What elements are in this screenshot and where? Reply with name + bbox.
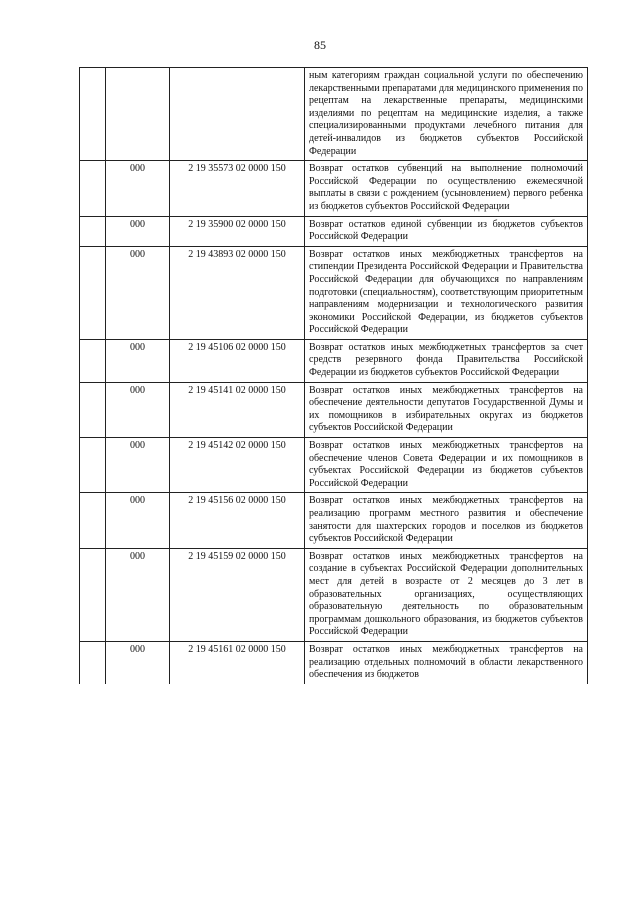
description-cell: Возврат остатков иных межбюджетных трансфертов на реализацию программ местного развития и обеспечение занятости для шахтерских городов и поселков из бюджетов субъектов Российской Федерации xyxy=(305,493,588,548)
table-row xyxy=(80,382,588,437)
table-row xyxy=(80,548,588,641)
table-row xyxy=(80,216,588,246)
empty-cell xyxy=(80,161,106,216)
table-row xyxy=(80,438,588,493)
admin-code-cell: 000 xyxy=(106,161,170,216)
table-row xyxy=(80,246,588,339)
empty-cell xyxy=(80,548,106,641)
budget-code-cell: 2 19 45141 02 0000 150 xyxy=(170,382,305,437)
budget-code-cell: 2 19 45159 02 0000 150 xyxy=(170,548,305,641)
empty-cell xyxy=(80,339,106,382)
table-row xyxy=(80,641,588,683)
admin-code-cell: 000 xyxy=(106,246,170,339)
description-cell: Возврат остатков субвенций на выполнение полномочий Российской Федерации по осуществлению ежемесячной выплаты в связи с рождением (усыновлением) первого ребенка из бюджетов субъектов Российской Федерации xyxy=(305,161,588,216)
admin-code-cell: 000 xyxy=(106,493,170,548)
admin-code-cell: 000 xyxy=(106,382,170,437)
admin-code-cell: 000 xyxy=(106,339,170,382)
empty-cell xyxy=(80,438,106,493)
description-cell: Возврат остатков иных межбюджетных трансфертов на обеспечение членов Совета Федерации и их помощников в субъектах Российской Федерации из бюджетов субъектов Российской Федерации xyxy=(305,438,588,493)
description-cell: Возврат остатков иных межбюджетных трансфертов за счет средств резервного фонда Правительства Российской Федерации из бюджетов субъектов Российской Федерации xyxy=(305,339,588,382)
admin-code-cell: 000 xyxy=(106,641,170,683)
empty-cell xyxy=(80,493,106,548)
budget-code-cell: 2 19 45142 02 0000 150 xyxy=(170,438,305,493)
admin-code-cell: 000 xyxy=(106,438,170,493)
page-number: 85 xyxy=(314,38,326,52)
description-cell: Возврат остатков иных межбюджетных трансфертов на обеспечение деятельности депутатов Государственной Думы и их помощников в избирательных округах из бюджетов субъектов Российской Федерации xyxy=(305,382,588,437)
budget-codes-table xyxy=(79,67,588,684)
admin-code-cell: 000 xyxy=(106,216,170,246)
description-cell: ным категориям граждан социальной услуги по обеспечению лекарственными препаратами для медицинского применения по рецептам на лекарственные препараты, медицинскими изделиями по рецептам на медицинские изделия, а также специализированными продуктами лечебного питания для детей-инвалидов из бюджетов субъектов Российской Федерации xyxy=(305,68,588,161)
budget-code-cell xyxy=(170,68,305,161)
table-row xyxy=(80,68,588,161)
empty-cell xyxy=(80,641,106,683)
empty-cell xyxy=(80,382,106,437)
table-row xyxy=(80,339,588,382)
table-row xyxy=(80,161,588,216)
admin-code-cell: 000 xyxy=(106,548,170,641)
budget-code-cell: 2 19 45106 02 0000 150 xyxy=(170,339,305,382)
table-row xyxy=(80,493,588,548)
empty-cell xyxy=(80,216,106,246)
empty-cell xyxy=(80,68,106,161)
budget-code-cell: 2 19 35573 02 0000 150 xyxy=(170,161,305,216)
description-cell: Возврат остатков единой субвенции из бюджетов субъектов Российской Федерации xyxy=(305,216,588,246)
description-cell: Возврат остатков иных межбюджетных трансфертов на реализацию отдельных полномочий в области лекарственного обеспечения из бюджетов xyxy=(305,641,588,683)
budget-code-cell: 2 19 45156 02 0000 150 xyxy=(170,493,305,548)
admin-code-cell xyxy=(106,68,170,161)
budget-code-cell: 2 19 43893 02 0000 150 xyxy=(170,246,305,339)
description-cell: Возврат остатков иных межбюджетных трансфертов на стипендии Президента Российской Федерации и Правительства Российской Федерации для обучающихся по направлениям подготовки (специальностям), соответствующим приоритетным направлениям модернизации и технологического развития экономики Российской Федерации, из бюджетов субъектов Российской Федерации xyxy=(305,246,588,339)
empty-cell xyxy=(80,246,106,339)
budget-code-cell: 2 19 45161 02 0000 150 xyxy=(170,641,305,683)
description-cell: Возврат остатков иных межбюджетных трансфертов на создание в субъектах Российской Федерации дополнительных мест для детей в возрасте от 2 месяцев до 3 лет в образовательных организациях, осуществляющих образовательную деятельность по образовательным программам дошкольного образования, из бюджетов субъектов Российской Федерации xyxy=(305,548,588,641)
budget-code-cell: 2 19 35900 02 0000 150 xyxy=(170,216,305,246)
